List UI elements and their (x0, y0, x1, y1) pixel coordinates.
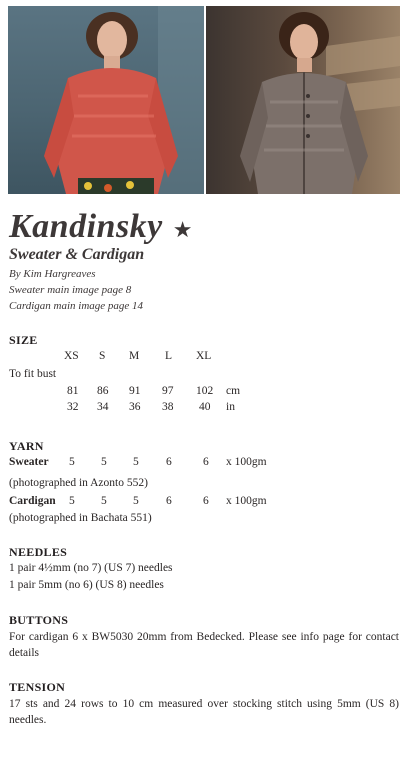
sweater-photo (8, 6, 204, 194)
title-row (9, 208, 193, 246)
yarn-cardigan-m: 5 (133, 495, 139, 507)
yarn-cardigan-xs: 5 (69, 495, 75, 507)
yarn-sweater-m: 5 (133, 456, 139, 468)
yarn-cardigan-note: (photographed in Bachata 551) (9, 512, 152, 524)
cardigan-page-ref: Cardigan main image page 14 (9, 300, 144, 312)
bust-cm-unit: cm (226, 385, 241, 397)
yarn-sweater-xs: 5 (69, 456, 75, 468)
needles-heading: NEEDLES (9, 545, 68, 559)
sweater-page-ref: Sweater main image page 8 (9, 284, 132, 296)
sweater-model-illustration (8, 6, 204, 194)
bust-cm-xl: 102 (196, 385, 214, 397)
yarn-cardigan-xl: 6 (203, 495, 209, 507)
bust-in-m: 36 (129, 401, 141, 413)
yarn-cardigan-s: 5 (101, 495, 107, 507)
yarn-sweater-s: 5 (101, 456, 107, 468)
yarn-sweater-unit: x 100gm (226, 456, 267, 468)
yarn-cardigan-label: Cardigan (9, 495, 56, 507)
bust-in-s: 34 (97, 401, 109, 413)
yarn-cardigan-unit: x 100gm (226, 495, 267, 507)
size-xs: XS (64, 350, 79, 362)
pattern-title: Kandinsky (9, 208, 163, 245)
bust-in-xl: 40 (199, 401, 211, 413)
needles-line-2: 1 pair 5mm (no 6) (US 8) needles (9, 579, 164, 591)
bust-cm-m: 91 (129, 385, 141, 397)
cardigan-model-illustration (206, 6, 400, 194)
bust-cm-l: 97 (162, 385, 174, 397)
buttons-text: For cardigan 6 x BW5030 20mm from Bedecked. Please see info page for contact details (9, 631, 399, 659)
yarn-sweater-xl: 6 (203, 456, 209, 468)
bust-in-xs: 32 (67, 401, 79, 413)
needles-line-1: 1 pair 4½mm (no 7) (US 7) needles (9, 562, 173, 574)
fit-bust-label: To fit bust (9, 368, 57, 380)
bust-cm-s: 86 (97, 385, 109, 397)
pattern-subtitle: Sweater & Cardigan (9, 246, 145, 263)
header-photos (8, 6, 400, 194)
size-xl: XL (196, 350, 212, 362)
yarn-sweater-label: Sweater (9, 456, 49, 468)
size-l: L (165, 350, 173, 362)
difficulty-star-icon: ★ (172, 217, 193, 242)
bust-in-l: 38 (162, 401, 174, 413)
yarn-heading: YARN (9, 439, 44, 453)
tension-text: 17 sts and 24 rows to 10 cm measured over stocking stitch using 5mm (US 8) needles. (9, 698, 399, 726)
cardigan-photo (206, 6, 400, 194)
yarn-sweater-l: 6 (166, 456, 172, 468)
size-s: S (99, 350, 106, 362)
yarn-cardigan-l: 6 (166, 495, 172, 507)
bust-in-unit: in (226, 401, 235, 413)
buttons-heading: BUTTONS (9, 613, 69, 627)
designer-credit: By Kim Hargreaves (9, 268, 96, 280)
tension-heading: TENSION (9, 680, 66, 694)
bust-cm-xs: 81 (67, 385, 79, 397)
yarn-sweater-note: (photographed in Azonto 552) (9, 477, 148, 489)
size-m: M (129, 350, 140, 362)
size-heading: SIZE (9, 333, 38, 347)
